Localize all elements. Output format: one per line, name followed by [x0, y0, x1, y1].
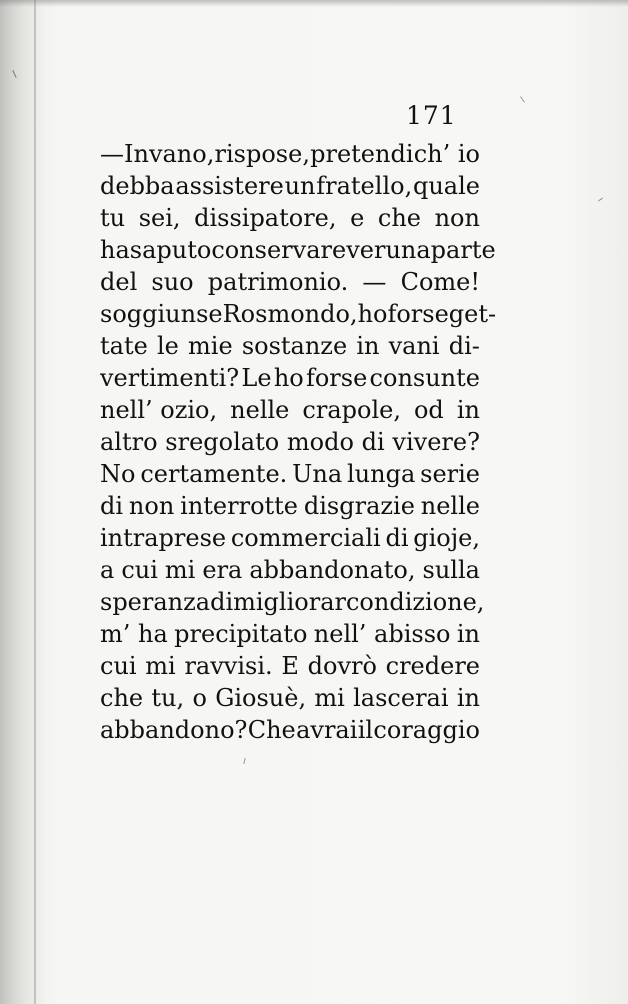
- paper-speck: [243, 758, 246, 764]
- word: di: [385, 524, 409, 552]
- word: le: [156, 332, 179, 360]
- text-line: [100, 714, 480, 746]
- paper-speck: [598, 198, 603, 202]
- word: commerciali: [230, 524, 381, 552]
- word: assistere: [175, 172, 284, 200]
- word: condizione,: [345, 588, 485, 616]
- page-number: 171: [406, 101, 457, 130]
- word: speranza: [100, 588, 211, 616]
- word: ho: [273, 364, 304, 392]
- word: veruna: [346, 236, 431, 264]
- binding-line: [34, 0, 36, 1004]
- word: vivere?: [392, 428, 480, 456]
- word: precipitato: [174, 620, 308, 648]
- text-line: [100, 554, 480, 586]
- word: patrimonio.: [207, 268, 349, 296]
- word: in: [456, 620, 480, 648]
- word: suo: [151, 268, 194, 296]
- word: nelle: [230, 396, 290, 424]
- word: disgrazie: [303, 492, 415, 520]
- word: il: [357, 716, 374, 744]
- word: nelle: [420, 492, 480, 520]
- text-line: [100, 170, 480, 202]
- word: ch’ io: [413, 140, 480, 168]
- word: e: [350, 204, 365, 232]
- word: Rosmondo,: [222, 300, 358, 328]
- word: forse: [305, 364, 368, 392]
- word: Che: [247, 716, 296, 744]
- text-line: [100, 266, 480, 298]
- word: pretendi: [310, 140, 414, 168]
- word: non: [128, 492, 175, 520]
- word: interrotte: [180, 492, 299, 520]
- word: un: [284, 172, 316, 200]
- word: abbandonato,: [249, 556, 416, 584]
- text-line: [100, 618, 480, 650]
- word: parte: [430, 236, 496, 264]
- word: m’ ha: [100, 620, 168, 648]
- word: era: [202, 556, 243, 584]
- text-line: [100, 426, 480, 458]
- word: Una: [292, 460, 343, 488]
- word: crapole,: [302, 396, 401, 424]
- word: —: [362, 268, 387, 296]
- word: mie: [188, 332, 233, 360]
- text-line: [100, 586, 485, 618]
- word: mi: [164, 556, 196, 584]
- word: Le: [241, 364, 272, 392]
- word: Giosuè,: [215, 684, 307, 712]
- word: avrai: [296, 716, 358, 744]
- word: dovrò: [307, 652, 377, 680]
- word: lunga: [347, 460, 416, 488]
- word: quale: [412, 172, 480, 200]
- word: del: [100, 268, 138, 296]
- word: serie: [420, 460, 480, 488]
- text-body: [100, 138, 497, 746]
- word: No: [100, 460, 136, 488]
- word: soggiunse: [100, 300, 223, 328]
- word: tu: [100, 204, 126, 232]
- word: cui: [121, 556, 158, 584]
- word: ravvisi.: [184, 652, 273, 680]
- text-line: [100, 458, 480, 490]
- paper-speck: [520, 96, 525, 102]
- word: in: [456, 396, 480, 424]
- word: get-: [448, 300, 497, 328]
- word: vertimenti?: [100, 364, 240, 392]
- word: certamente.: [140, 460, 288, 488]
- word: che: [377, 204, 421, 232]
- word: rispose,: [214, 140, 310, 168]
- word: saputo: [129, 236, 212, 264]
- word: ha: [100, 236, 130, 264]
- word: mi: [314, 684, 345, 712]
- word: tu,: [151, 684, 185, 712]
- word: modo: [286, 428, 354, 456]
- word: E: [281, 652, 299, 680]
- text-line: [100, 394, 480, 426]
- word: in: [456, 684, 480, 712]
- word: abbandono?: [100, 716, 248, 744]
- word: od: [413, 396, 444, 424]
- top-shadow: [0, 0, 628, 7]
- text-line: [100, 138, 480, 170]
- word: di: [210, 588, 234, 616]
- word: nell’ abisso: [313, 620, 451, 648]
- word: —Invano,: [100, 140, 215, 168]
- binding-edge: [0, 0, 44, 1004]
- word: di-: [448, 332, 480, 360]
- word: tate: [100, 332, 148, 360]
- word: migliorar: [233, 588, 346, 616]
- word: consunte: [369, 364, 480, 392]
- text-line: [100, 650, 480, 682]
- word: a: [100, 556, 115, 584]
- word: sostanze: [241, 332, 348, 360]
- word: conservare: [211, 236, 347, 264]
- word: gioje,: [413, 524, 480, 552]
- word: intraprese: [100, 524, 227, 552]
- word: sei,: [138, 204, 181, 232]
- word: che: [100, 684, 144, 712]
- text-line: [100, 298, 497, 330]
- word: forse: [387, 300, 449, 328]
- word: fratello,: [316, 172, 413, 200]
- word: di: [361, 428, 385, 456]
- word: coraggio: [373, 716, 480, 744]
- word: altro: [100, 428, 158, 456]
- word: mi: [145, 652, 176, 680]
- text-line: [100, 202, 480, 234]
- text-line: [100, 682, 480, 714]
- word: nell’ ozio,: [100, 396, 218, 424]
- text-line: [100, 234, 496, 266]
- text-line: [100, 330, 480, 362]
- text-line: [100, 490, 480, 522]
- word: o: [192, 684, 207, 712]
- word: lascerai: [353, 684, 449, 712]
- word: sregolato: [165, 428, 280, 456]
- word: ho: [357, 300, 388, 328]
- word: credere: [385, 652, 480, 680]
- word: non: [434, 204, 480, 232]
- word: Come!: [400, 268, 480, 296]
- text-line: [100, 522, 480, 554]
- word: sulla: [422, 556, 480, 584]
- word: debba: [100, 172, 175, 200]
- word: di: [100, 492, 124, 520]
- word: dissipatore,: [194, 204, 337, 232]
- word: cui: [100, 652, 137, 680]
- word: in: [356, 332, 380, 360]
- word: vani: [388, 332, 440, 360]
- text-line: [100, 362, 480, 394]
